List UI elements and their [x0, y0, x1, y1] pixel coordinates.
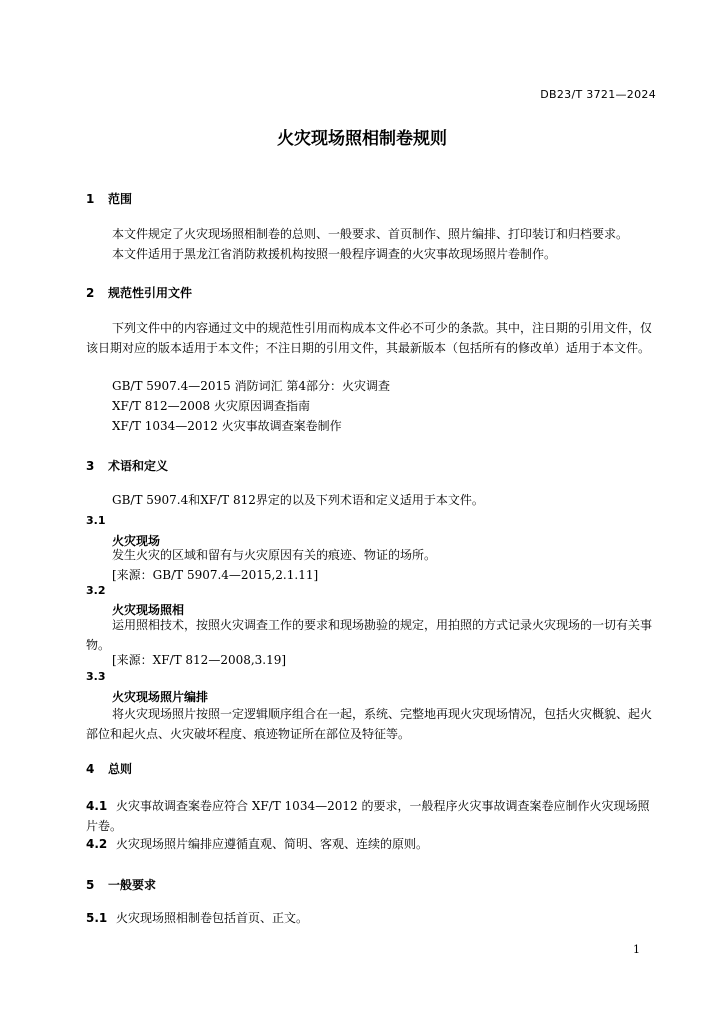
clause-number: 5.1	[86, 911, 108, 925]
section-title: 术语和定义	[108, 459, 169, 473]
term-definition: 发生火灾的区域和留有与火灾原因有关的痕迹、物证的场所。	[112, 548, 437, 562]
section-title: 总则	[108, 762, 133, 776]
term-definition: 将火灾现场照片按照一定逻辑顺序组合在一起，系统、完整地再现火灾现场情况，包括火灾概貌、起火部位和起火点、火灾破坏程度、痕迹物证所在部位及特征等。	[86, 707, 653, 741]
section-number: 5	[86, 878, 95, 892]
term-source: [来源：XF/T 812—2008,3.19]	[112, 653, 287, 667]
paragraph: GB/T 5907.4和XF/T 812界定的以及下列术语和定义适用于本文件。	[112, 493, 484, 507]
section-number: 4	[86, 762, 95, 776]
document-title: 火灾现场照相制卷规则	[277, 129, 447, 149]
section-4-heading	[86, 760, 132, 777]
reference-item: GB/T 5907.4—2015 消防词汇 第4部分：火灾调查	[112, 379, 391, 393]
clause-number: 4.1	[86, 799, 108, 813]
clause-text: 火灾事故调查案卷应符合 XF/T 1034—2012 的要求，一般程序火灾事故调查案卷应制作火灾现场照片卷。	[86, 799, 650, 833]
clause-text: 火灾现场照片编排应遵循直观、简明、客观、连续的原则。	[116, 837, 429, 851]
section-5-heading	[86, 876, 156, 893]
clause-4-2	[86, 834, 658, 854]
clause-text: 火灾现场照相制卷包括首页、正文。	[116, 911, 309, 925]
section-3-heading	[86, 457, 168, 474]
section-1-heading	[86, 190, 132, 207]
section-number: 3	[86, 459, 95, 473]
page-number: 1	[633, 943, 640, 956]
term-title: 火灾现场照片编排	[112, 690, 209, 704]
reference-item: XF/T 812—2008 火灾原因调查指南	[112, 399, 310, 413]
term-title: 火灾现场	[112, 534, 161, 548]
term-number: 3.2	[86, 584, 106, 597]
clause-5-1	[86, 908, 658, 928]
paragraph: 下列文件中的内容通过文中的规范性引用而构成本文件必不可少的条款。其中，注日期的引用文件，仅该日期对应的版本适用于本文件；不注日期的引用文件，其最新版本（包括所有的修改单）适用于本文件。	[86, 321, 653, 355]
term-number: 3.1	[86, 514, 106, 527]
section-title: 范围	[108, 192, 133, 206]
term-title: 火灾现场照相	[112, 603, 185, 617]
term-definition: 运用照相技术，按照火灾调查工作的要求和现场勘验的规定，用拍照的方式记录火灾现场的一切有关事物。	[86, 618, 653, 652]
clause-4-1	[86, 796, 658, 836]
section-number: 2	[86, 286, 95, 300]
paragraph: 本文件规定了火灾现场照相制卷的总则、一般要求、首页制作、照片编排、打印装订和归档要求。	[112, 227, 629, 241]
reference-item: XF/T 1034—2012 火灾事故调查案卷制作	[112, 419, 342, 433]
term-number: 3.3	[86, 670, 106, 683]
term-source: [来源：GB/T 5907.4—2015,2.1.11]	[112, 568, 319, 582]
section-title: 一般要求	[108, 878, 157, 892]
standard-code: DB23/T 3721—2024	[540, 88, 656, 101]
section-title: 规范性引用文件	[108, 286, 193, 300]
paragraph: 本文件适用于黑龙江省消防救援机构按照一般程序调查的火灾事故现场照片卷制作。	[112, 247, 557, 261]
clause-number: 4.2	[86, 837, 108, 851]
section-2-heading	[86, 284, 192, 301]
section-number: 1	[86, 192, 95, 206]
